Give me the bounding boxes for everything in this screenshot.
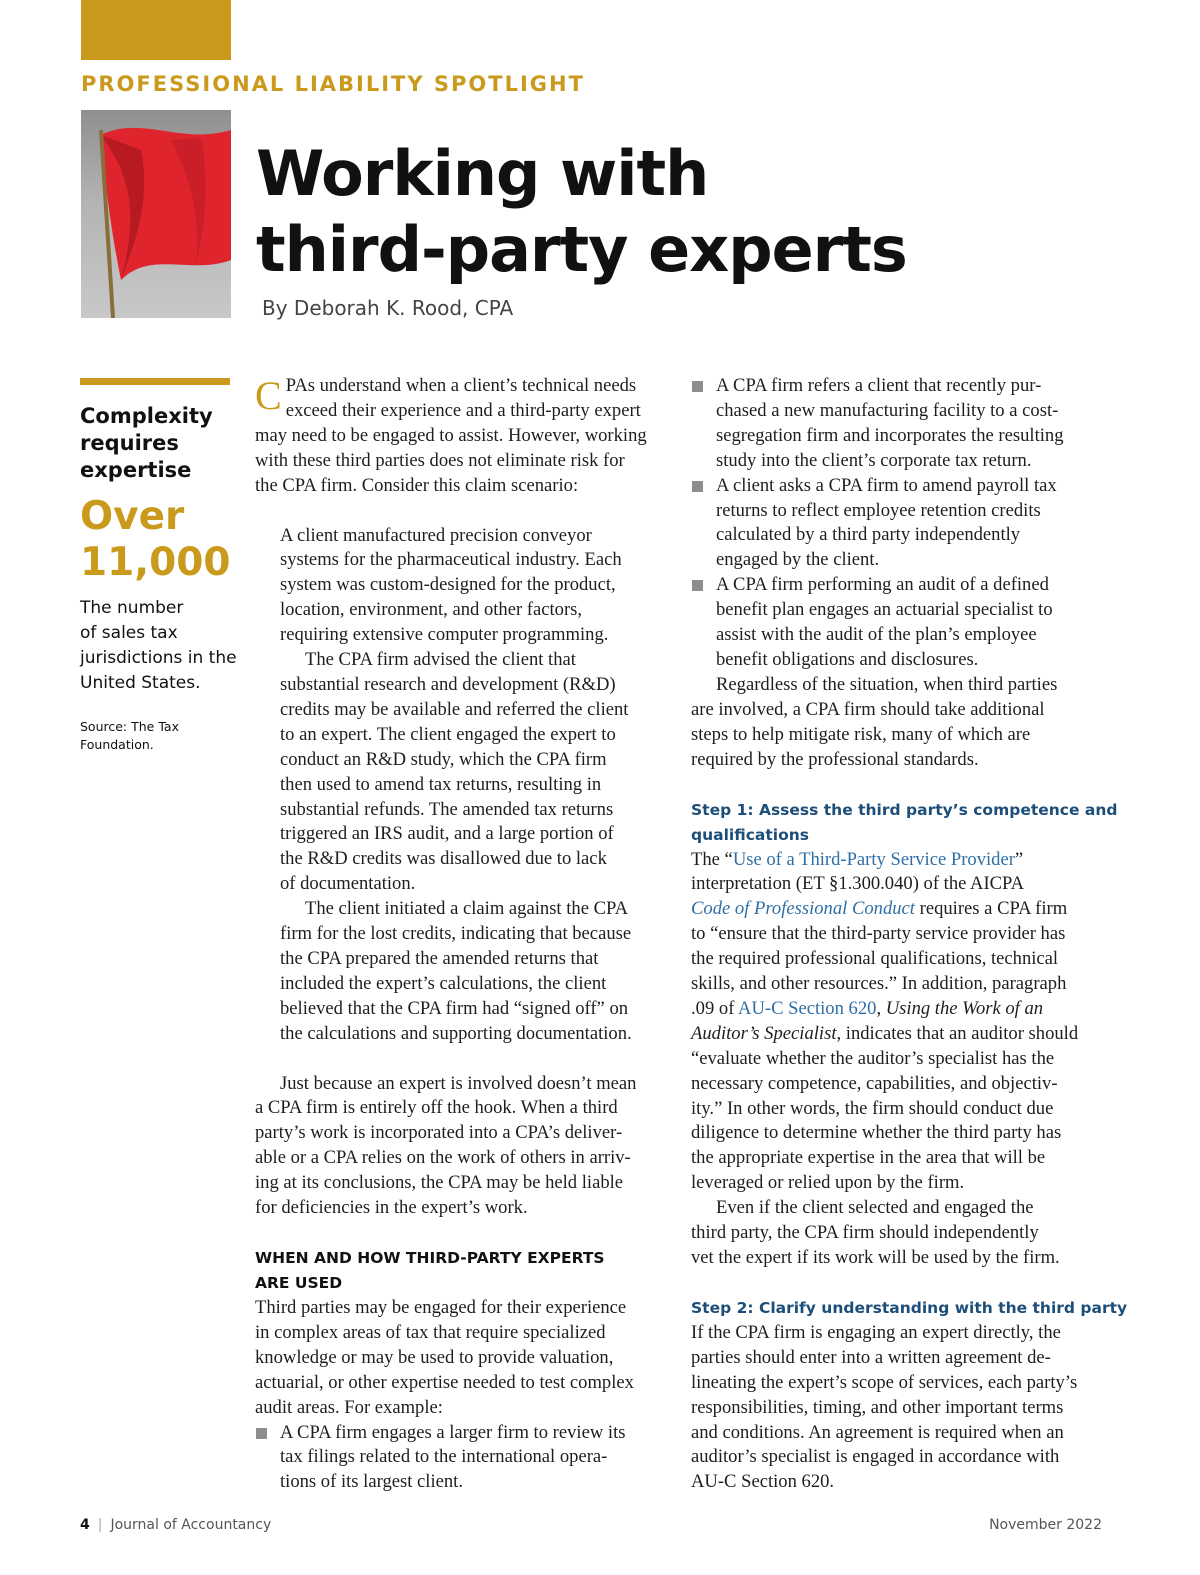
- body-column-1: [255, 374, 670, 1495]
- paragraph-even-if: Even if the client selected and engaged the third party, the CPA firm should independently vet the expert if its work will be used by the firm.: [691, 1197, 1060, 1268]
- bullet-square-icon: [692, 481, 703, 492]
- footer-separator: |: [97, 1517, 103, 1533]
- claim-scenario-block: A client manufactured precision conveyor systems for the pharmaceutical industry. Each system was custom-designed for the product, location, environment, and other factors, requiring extensive computer programming. The CPA firm advised the client that substantial research and development (R&D) credits may be available and referred the client to an expert. The client engaged the expert to conduct an R&D study, which the CPA firm then used to amend tax returns, resulting in substantial refunds. The amended tax returns triggered an IRS audit, and a large portion of the R&D credits was disallowed due to lack of documentation. The client initiated a claim against the CPA firm for the lost credits, indicating that because the CPA prepared the amended returns that included the expert’s calculations, the client believed that the CPA firm had “signed off” on the calculations and supporting documentation.: [280, 524, 632, 1044]
- paragraph-regardless: Regardless of the situation, when third parties are involved, a CPA firm should take additional steps to help mitigate risk, many of which are required by the professional standards.: [691, 673, 1058, 770]
- sidebar-heading: Complexity requires expertise: [80, 404, 213, 482]
- page-number: 4: [80, 1517, 90, 1533]
- step-2-heading: Step 2: Clarify understanding with the third party: [691, 1298, 1128, 1317]
- bullet-item: A CPA firm performing an audit of a defined benefit plan engages an actuarial specialist to assist with the audit of the plan’s employee benefit obligations and disclosures.: [691, 573, 1106, 673]
- byline: By Deborah K. Rood, CPA: [262, 296, 514, 320]
- bullet-item: A client asks a CPA firm to amend payroll tax returns to reflect employee retention credits calculated by a third party independently engaged by the client.: [691, 474, 1106, 574]
- section-kicker: PROFESSIONAL LIABILITY SPOTLIGHT: [81, 72, 585, 96]
- journal-name: Journal of Accountancy: [110, 1517, 272, 1533]
- header-color-bar: [81, 0, 231, 60]
- bullet-item: A CPA firm refers a client that recently pur- chased a new manufacturing facility to a cost- segregation firm and incorporates the resulting study into the client’s corporate tax return.: [691, 374, 1106, 474]
- red-flag-icon: [81, 110, 231, 318]
- title-line-2: third-party experts: [256, 213, 907, 286]
- bullet-square-icon: [692, 381, 703, 392]
- body-column-2: [691, 374, 1128, 1495]
- paragraph-examples: Third parties may be engaged for their experience in complex areas of tax that require specialized knowledge or may be used to provide valuation, actuarial, or other expertise needed to test complex audit areas. For example:: [255, 1297, 634, 1418]
- sidebar-big-stat: Over 11,000: [80, 494, 231, 585]
- au-c-620-link[interactable]: AU-C Section 620: [738, 997, 877, 1019]
- section-subhead: WHEN AND HOW THIRD-PARTY EXPERTS ARE USED: [255, 1249, 605, 1292]
- sidebar-stat-box: [80, 378, 240, 754]
- paragraph-step-1: The “Use of a Third-Party Service Provider” interpretation (ET §1.300.040) of the AICPA Code of Professional Conduct requires a CPA firm to “ensure that the third-party service provider has the required professional qualifications, technical skills, and other resources.” In addition, paragraph .09 of AU-C Section 620, Using the Work of an Auditor’s Specialist, indicates that an auditor should “evaluate whether the auditor’s specialist has the necessary competence, capabilities, and objectiv- ity.” In other words, the firm should conduct due diligence to determine whether the third party has the appropriate expertise in the area that will be leveraged or relied upon by the firm.: [691, 848, 1079, 1194]
- bullet-square-icon: [692, 580, 703, 591]
- intro-paragraph: C PAs understand when a client’s technical needs exceed their experience and a third-party expert may need to be engaged to assist. However, working with these third parties does not eliminate risk for the CPA firm. Consider this claim scenario:: [255, 373, 647, 496]
- bullet-square-icon: [256, 1428, 267, 1439]
- sidebar-rule: [80, 378, 230, 385]
- issue-date: November 2022: [989, 1517, 1102, 1533]
- title-line-1: Working with: [256, 137, 709, 210]
- paragraph-off-the-hook: Just because an expert is involved doesn’t mean a CPA firm is entirely off the hook. When a third party’s work is incorporated into a CPA’s deliver- able or a CPA relies on the work of others in arriv- ing at its conclusions, the CPA may be held liable for deficiencies in the expert’s work.: [255, 1072, 637, 1219]
- bullet-item: A CPA firm engages a larger firm to review its tax filings related to the international opera- tions of its largest client.: [255, 1421, 670, 1496]
- article-title: [256, 136, 907, 288]
- page-footer: [80, 1517, 1102, 1533]
- step-1-heading: Step 1: Assess the third party’s competence and qualifications: [691, 800, 1118, 844]
- code-of-conduct-link[interactable]: Code of Professional Conduct: [691, 898, 915, 920]
- paragraph-step-2: If the CPA firm is engaging an expert directly, the parties should enter into a written agreement de- lineating the expert’s scope of services, each party’s responsibilities, timing, and other important terms and conditions. An agreement is required when an auditor’s specialist is engaged in accordance with AU-C Section 620.: [691, 1321, 1078, 1493]
- sidebar-source: Source: The Tax Foundation.: [80, 719, 179, 752]
- sidebar-stat-description: The number of sales tax jurisdictions in the United States.: [80, 598, 237, 693]
- drop-cap: C: [255, 373, 282, 418]
- service-provider-link[interactable]: Use of a Third-Party Service Provider: [732, 848, 1015, 870]
- red-flag-image: [81, 110, 231, 318]
